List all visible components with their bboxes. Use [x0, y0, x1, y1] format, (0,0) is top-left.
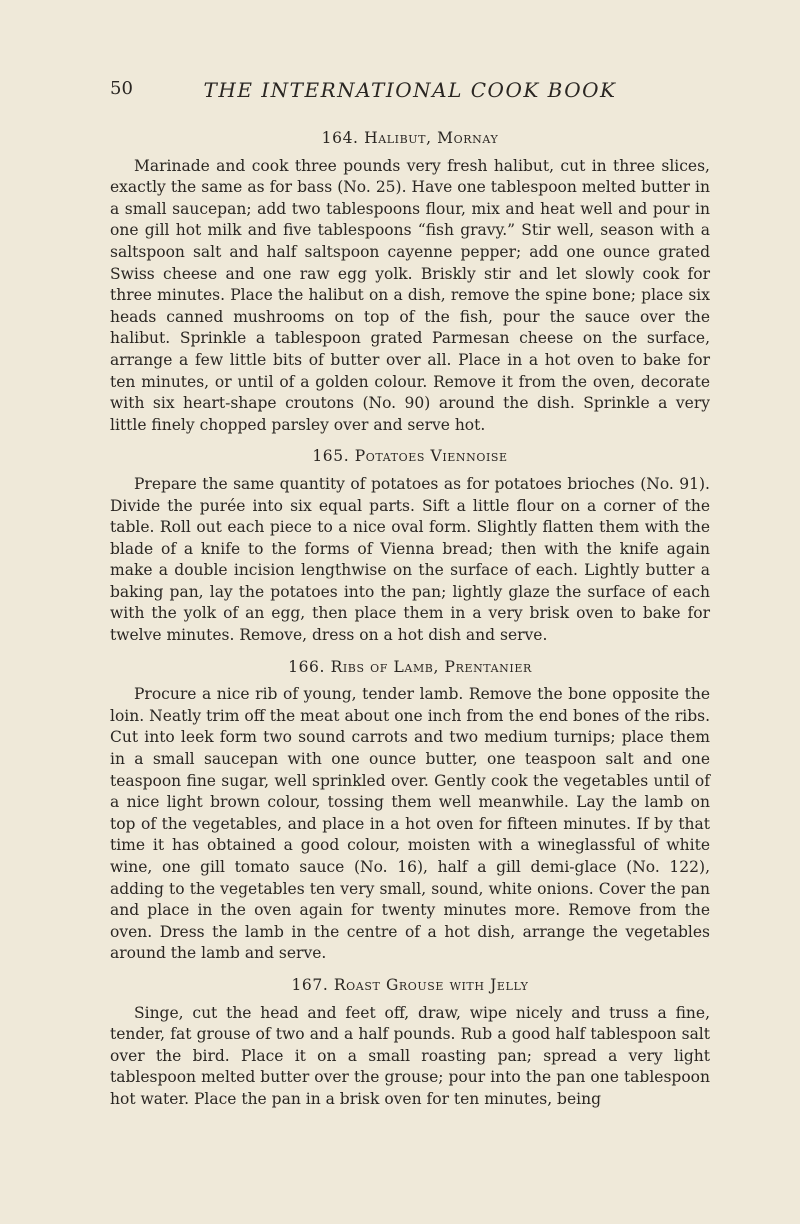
recipe-body: Prepare the same quantity of potatoes as for potatoes brioches (No. 91). Divide the purée into six equal parts. Sift a little flour on a corner of the table. Roll out each piece to a nice oval form. Slightly flatten them with the blade of a knife to the forms of Vienna bread; then with the knife again make a double incision lengthwise on the surface of each. Lightly butter a baking pan, lay the potatoes into the pan; lightly glaze the surface of each with the yolk of an egg, then place them in a very brisk oven to bake for twelve minutes. Remove, dress on a hot dish and serve.: [110, 474, 710, 645]
recipe-body: Procure a nice rib of young, tender lamb. Remove the bone opposite the loin. Neatly trim off the meat about one inch from the end bones of the ribs. Cut into leek form two sound carrots and two medium turnips; place them in a small saucepan with one ounce butter, one teaspoon salt and one teaspoon fine sugar, well sprinkled over. Gently cook the vegetables until of a nice light brown colour, tossing them well meanwhile. Lay the lamb on top of the vegetables, and place in a hot oven for fifteen minutes. If by that time it has obtained a good colour, moisten with a wineglassful of white wine, one gill tomato sauce (No. 16), half a gill demi-glace (No. 122), adding to the vegetables ten very small, sound, white onions. Cover the pan and place in the oven again for twenty minutes more. Remove from the oven. Dress the lamb in the centre of a hot dish, arrange the vegetables around the lamb and serve.: [110, 685, 710, 963]
recipe-title: 164. Halibut, Mornay: [321, 129, 499, 147]
recipe-165: [110, 446, 710, 646]
running-title: THE INTERNATIONAL COOK BOOK: [203, 78, 617, 102]
recipe-title: 165. Potatoes Viennoise: [312, 447, 508, 466]
page-header: [110, 78, 710, 104]
recipe-title: 167. Roast Grouse with Jelly: [291, 975, 529, 994]
recipe-167: [110, 975, 710, 1111]
recipe-body: Singe, cut the head and feet off, draw, wipe nicely and truss a fine, tender, fat grouse of two and a half pounds. Rub a good half tablespoon salt over the bird. Place it on a small roasting pan; spread a very light tablespoon melted butter over the grouse; pour into the pan one tablespoon hot water. Place the pan in a brisk oven for ten minutes, being: [110, 1003, 710, 1108]
recipe-title: 166. Ribs of Lamb, Prentanier: [288, 657, 532, 676]
recipe-164: [110, 128, 710, 436]
recipe-166: [110, 657, 710, 965]
recipe-body: Marinade and cook three pounds very fresh halibut, cut in three slices, exactly the same as for bass (No. 25). Have one tablespoon melted butter in a small saucepan; add two tablespoons flour, mix and heat well and pour in one gill hot milk and five tablespoons “fish gravy.” Stir well, season with a saltspoon salt and half saltspoon cayenne pepper; add one ounce grated Swiss cheese and one raw egg yolk. Briskly stir and let slowly cook for three minutes. Place the halibut on a dish, remove the spine bone; place six heads canned mushrooms on top of the fish, pour the sauce over the halibut. Sprinkle a tablespoon grated Parmesan cheese on the surface, arrange a few little bits of butter over all. Place in a hot oven to bake for ten minutes, or until of a golden colour. Remove it from the oven, decorate with six heart-shape croutons (No. 90) around the dish. Sprinkle a very little finely chopped parsley over and serve hot.: [110, 156, 710, 434]
page-content: [110, 128, 710, 1121]
page-number: 50: [110, 78, 133, 99]
